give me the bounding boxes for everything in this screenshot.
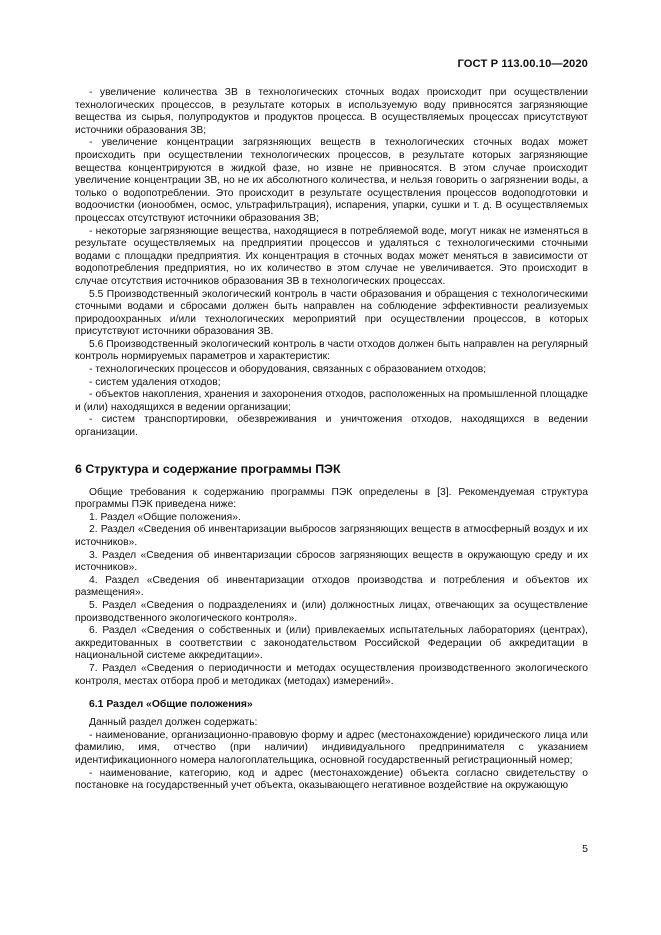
paragraph: - некоторые загрязняющие вещества, находящиеся в потребляемой воде, могут никак не изменяться в результате осуществляемых на предприятии процессов и удаляться с технологическими сточными водами с площадки предприятия. Их концентрация в сточных водах может меняться в зависимости от водопотребления предприятия, но их количество в этом случае не увеличивается. Это происходит в случае отсутствия источников образования ЗВ в технологических процессах.	[75, 225, 588, 287]
page-body	[75, 87, 588, 793]
list-item: 6. Раздел «Сведения о собственных и (или) привлекаемых испытательных лабораториях (центрах), аккредитованных в соответствии с законодательством Российской Федерации об аккредитации в национальной системе аккредитации».	[75, 625, 588, 662]
list-item: 4. Раздел «Сведения об инвентаризации отходов производства и потребления и объектов их размещения».	[75, 574, 588, 599]
page-number: 5	[582, 843, 588, 855]
list-item: 2. Раздел «Сведения об инвентаризации выбросов загрязняющих веществ в атмосферный воздух и их источников».	[75, 524, 588, 548]
paragraph: Данный раздел должен содержать:	[89, 717, 258, 729]
paragraph: - увеличение концентрации загрязняющих веществ в технологических сточных водах может происходить при осуществлении технологических процессов, в результате которых загрязняющие вещества концентрируются в жидкой фазе, но извне не привносятся. В этом случае происходит увеличение концентрации ЗВ, но не их абсолютного количества, и нельзя говорить о загрязнении воды, а только о водопотреблении. Это происходит в результате осуществления процессов водоподготовки и водоочистки (ионообмен, осмос, ультрафильтрация), испарения, упарки, сушки и т. д. В осуществляемых процессах отсутствуют источники образования ЗВ;	[75, 137, 588, 224]
clause-5-5: 5.5 Производственный экологический контроль в части образования и обращения с технологическими сточными водами и сбросами должен быть направлен на соблюдение эффективности реализуемых природоохранных и/или технологических мероприятий при осуществлении процессов, в которых присутствуют источники образования ЗВ.	[75, 288, 588, 338]
list-item: 5. Раздел «Сведения о подразделениях и (или) должностных лицах, отвечающих за осуществление производственного экологического контроля».	[75, 599, 588, 624]
list-item: - наименование, организационно-правовую форму и адрес (местонахождение) юридического лица или фамилию, имя, отчество (при наличии) индивидуального предпринимателя с указанием идентификационного номера налогоплательщика, основной государственный регистрационный номер;	[75, 729, 588, 766]
list-item: 3. Раздел «Сведения об инвентаризации сбросов загрязняющих веществ в окружающую среду и их источников».	[75, 549, 588, 574]
section-6-1-heading: 6.1 Раздел «Общие положения»	[89, 699, 253, 711]
section-6-heading: 6 Структура и содержание программы ПЭК	[75, 461, 341, 476]
list-item: - систем удаления отходов;	[89, 376, 221, 388]
list-item: 1. Раздел «Общие положения».	[89, 511, 241, 523]
list-item: - наименование, категорию, код и адрес (местонахождение) объекта согласно свидетельству о постановке на государственный учет объекта, оказывающего негативное воздействие на окружающую	[75, 767, 588, 792]
document-designation: ГОСТ Р 113.00.10—2020	[457, 58, 588, 70]
list-item: - технологических процессов и оборудования, связанных с образованием отходов;	[89, 364, 487, 376]
list-item: - систем транспортировки, обезвреживания и уничтожения отходов, находящихся в ведении организации.	[75, 414, 588, 439]
list-item: - объектов накопления, хранения и захоронения отходов, расположенных на промышленной площадке и (или) находящихся в ведении организации;	[75, 389, 588, 413]
list-item: 7. Раздел «Сведения о периодичности и методах осуществления производственного экологического контроля, местах отбора проб и методиках (методах) измерений».	[75, 662, 588, 687]
clause-5-6: 5.6 Производственный экологический контроль в части отходов должен быть направлен на регулярный контроль нормируемых параметров и характеристик:	[75, 338, 588, 363]
paragraph: Общие требования к содержанию программы ПЭК определены в [3]. Рекомендуемая структура программы ПЭК приведена ниже:	[75, 486, 588, 511]
paragraph: - увеличение количества ЗВ в технологических сточных водах происходит при осуществлении технологических процессов, в результате которых в используемую воду привносятся загрязняющие вещества из сырья, полупродуктов и продуктов процесса. В осуществляемых процессах присутствуют источники образования ЗВ;	[75, 87, 588, 136]
